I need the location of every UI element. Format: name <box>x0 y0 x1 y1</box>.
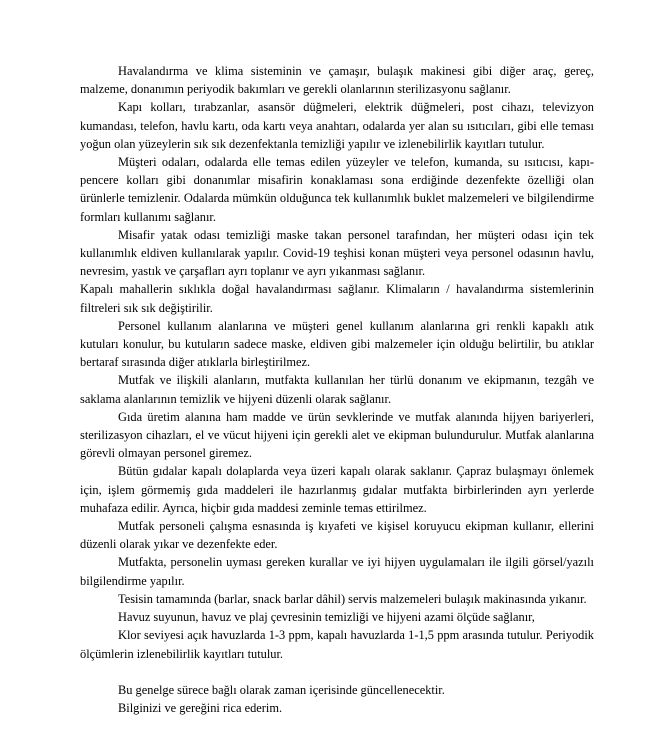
paragraph-waste-bins: Personel kullanım alanlarına ve müşteri genel kullanım alanlarına gri renkli kapaklı atık kutuları konulur, bu kutuların sadece maske, eldiven gibi malzemeler için olduğu belirtilir, bu atıklar bertaraf sırasında diğer atıklarla birleştirilmez. <box>80 318 594 370</box>
paragraph-kitchen-hygiene: Mutfak ve ilişkili alanların, mutfakta kullanılan her türlü donanım ve ekipmanın, tezgâh ve saklama alanlarının temizlik ve hijyeni düzenli olarak sağlanır. <box>80 373 594 406</box>
paragraph-kitchen-staff: Mutfak personeli çalışma esnasında iş kıyafeti ve kişisel koruyucu ekipman kullanır, ellerini düzenli olarak yıkar ve dezenfekte eder. <box>80 519 594 552</box>
paragraph-service-dishes: Tesisin tamamında (barlar, snack barlar dâhil) servis malzemeleri bulaşık makinasında yıkanır. <box>118 591 587 606</box>
closing-section <box>80 681 594 717</box>
paragraph-guest-rooms: Müşteri odaları, odalarda elle temas edilen yüzeyler ve telefon, kumanda, su ısıtıcısı, kapı-pencere kolları gibi donanımlar misafirin konaklaması sona erdiğinde dezenfekte özelliği olan ürünlerle temizlenir. Odalarda mümkün olduğunca tek kullanımlık buklet malzemeleri ve bilgilendirme formları kullanımı sağlanır. <box>80 155 594 224</box>
closing-request: Bilginizi ve gereğini rica ederim. <box>118 700 283 715</box>
closing-update-note: Bu genelge sürece bağlı olarak zaman içerisinde güncellenecektir. <box>118 682 445 697</box>
paragraph-chlorine-levels: Klor seviyesi açık havuzlarda 1-3 ppm, kapalı havuzlarda 1-1,5 ppm arasında tutulur. Periyodik ölçümlerin izlenebilirlik kayıtları tutulur. <box>80 628 594 661</box>
paragraph-ventilation-maintenance: Havalandırma ve klima sisteminin ve çamaşır, bulaşık makinesi gibi diğer araç, gereç, malzeme, donanımın periyodik bakımları ve gerekli olanlarının sterilizasyonu sağlanır. <box>80 64 594 97</box>
paragraph-touch-surfaces: Kapı kolları, tırabzanlar, asansör düğmeleri, elektrik düğmeleri, post cihazı, televizyon kumandası, telefon, havlu kartı, oda kartı veya anahtarı, odalarda yer alan su ısıtıcıları, gibi elle teması yoğun olan yüzeylerin sık sık dezenfektanla temizliği yapılır ve izlenebilirlik kayıtları tutulur. <box>80 100 594 151</box>
paragraph-hygiene-rules: Mutfakta, personelin uyması gereken kurallar ve iyi hijyen uygulamaları ile ilgili görsel/yazılı bilgilendirme yapılır. <box>80 555 594 588</box>
paragraph-room-cleaning: Misafir yatak odası temizliği maske takan personel tarafından, her müşteri odası için tek kullanımlık eldiven kullanılarak yapılır. Covid-19 teşhisi konan müşteri veya personel odasının havlu, nevresim, yastık ve çarşafları ayrı toplanır ve ayrı yıkanması sağlanır. <box>80 227 594 279</box>
paragraph-food-production: Gıda üretim alanına ham madde ve ürün sevklerinde ve mutfak alanında hijyen bariyerleri, sterilizasyon cihazları, el ve vücut hijyeni için gerekli alet ve ekipman bulundurulur. Mutfak alanlarına görevli olmayan personel giremez. <box>80 409 594 461</box>
document-body <box>80 62 594 717</box>
paragraph-pool-cleaning: Havuz suyunun, havuz ve plaj çevresinin temizliği ve hijyeni azami ölçüde sağlanır, <box>118 610 535 625</box>
paragraph-natural-ventilation: Kapalı mahallerin sıklıkla doğal havalandırması sağlanır. Klimaların / havalandırma sistemlerinin filtreleri sık sık değiştirilir. <box>80 282 594 315</box>
paragraph-food-storage: Bütün gıdalar kapalı dolaplarda veya üzeri kapalı olarak saklanır. Çapraz bulaşmayı önlemek için, işlem görmemiş gıda maddeleri ile hazırlanmış gıdalar mutfakta birbirlerinden ayrı yerlerde muhafaza edilir. Ayrıca, hiçbir gıda maddesi zeminle temas ettirilmez. <box>80 464 594 515</box>
